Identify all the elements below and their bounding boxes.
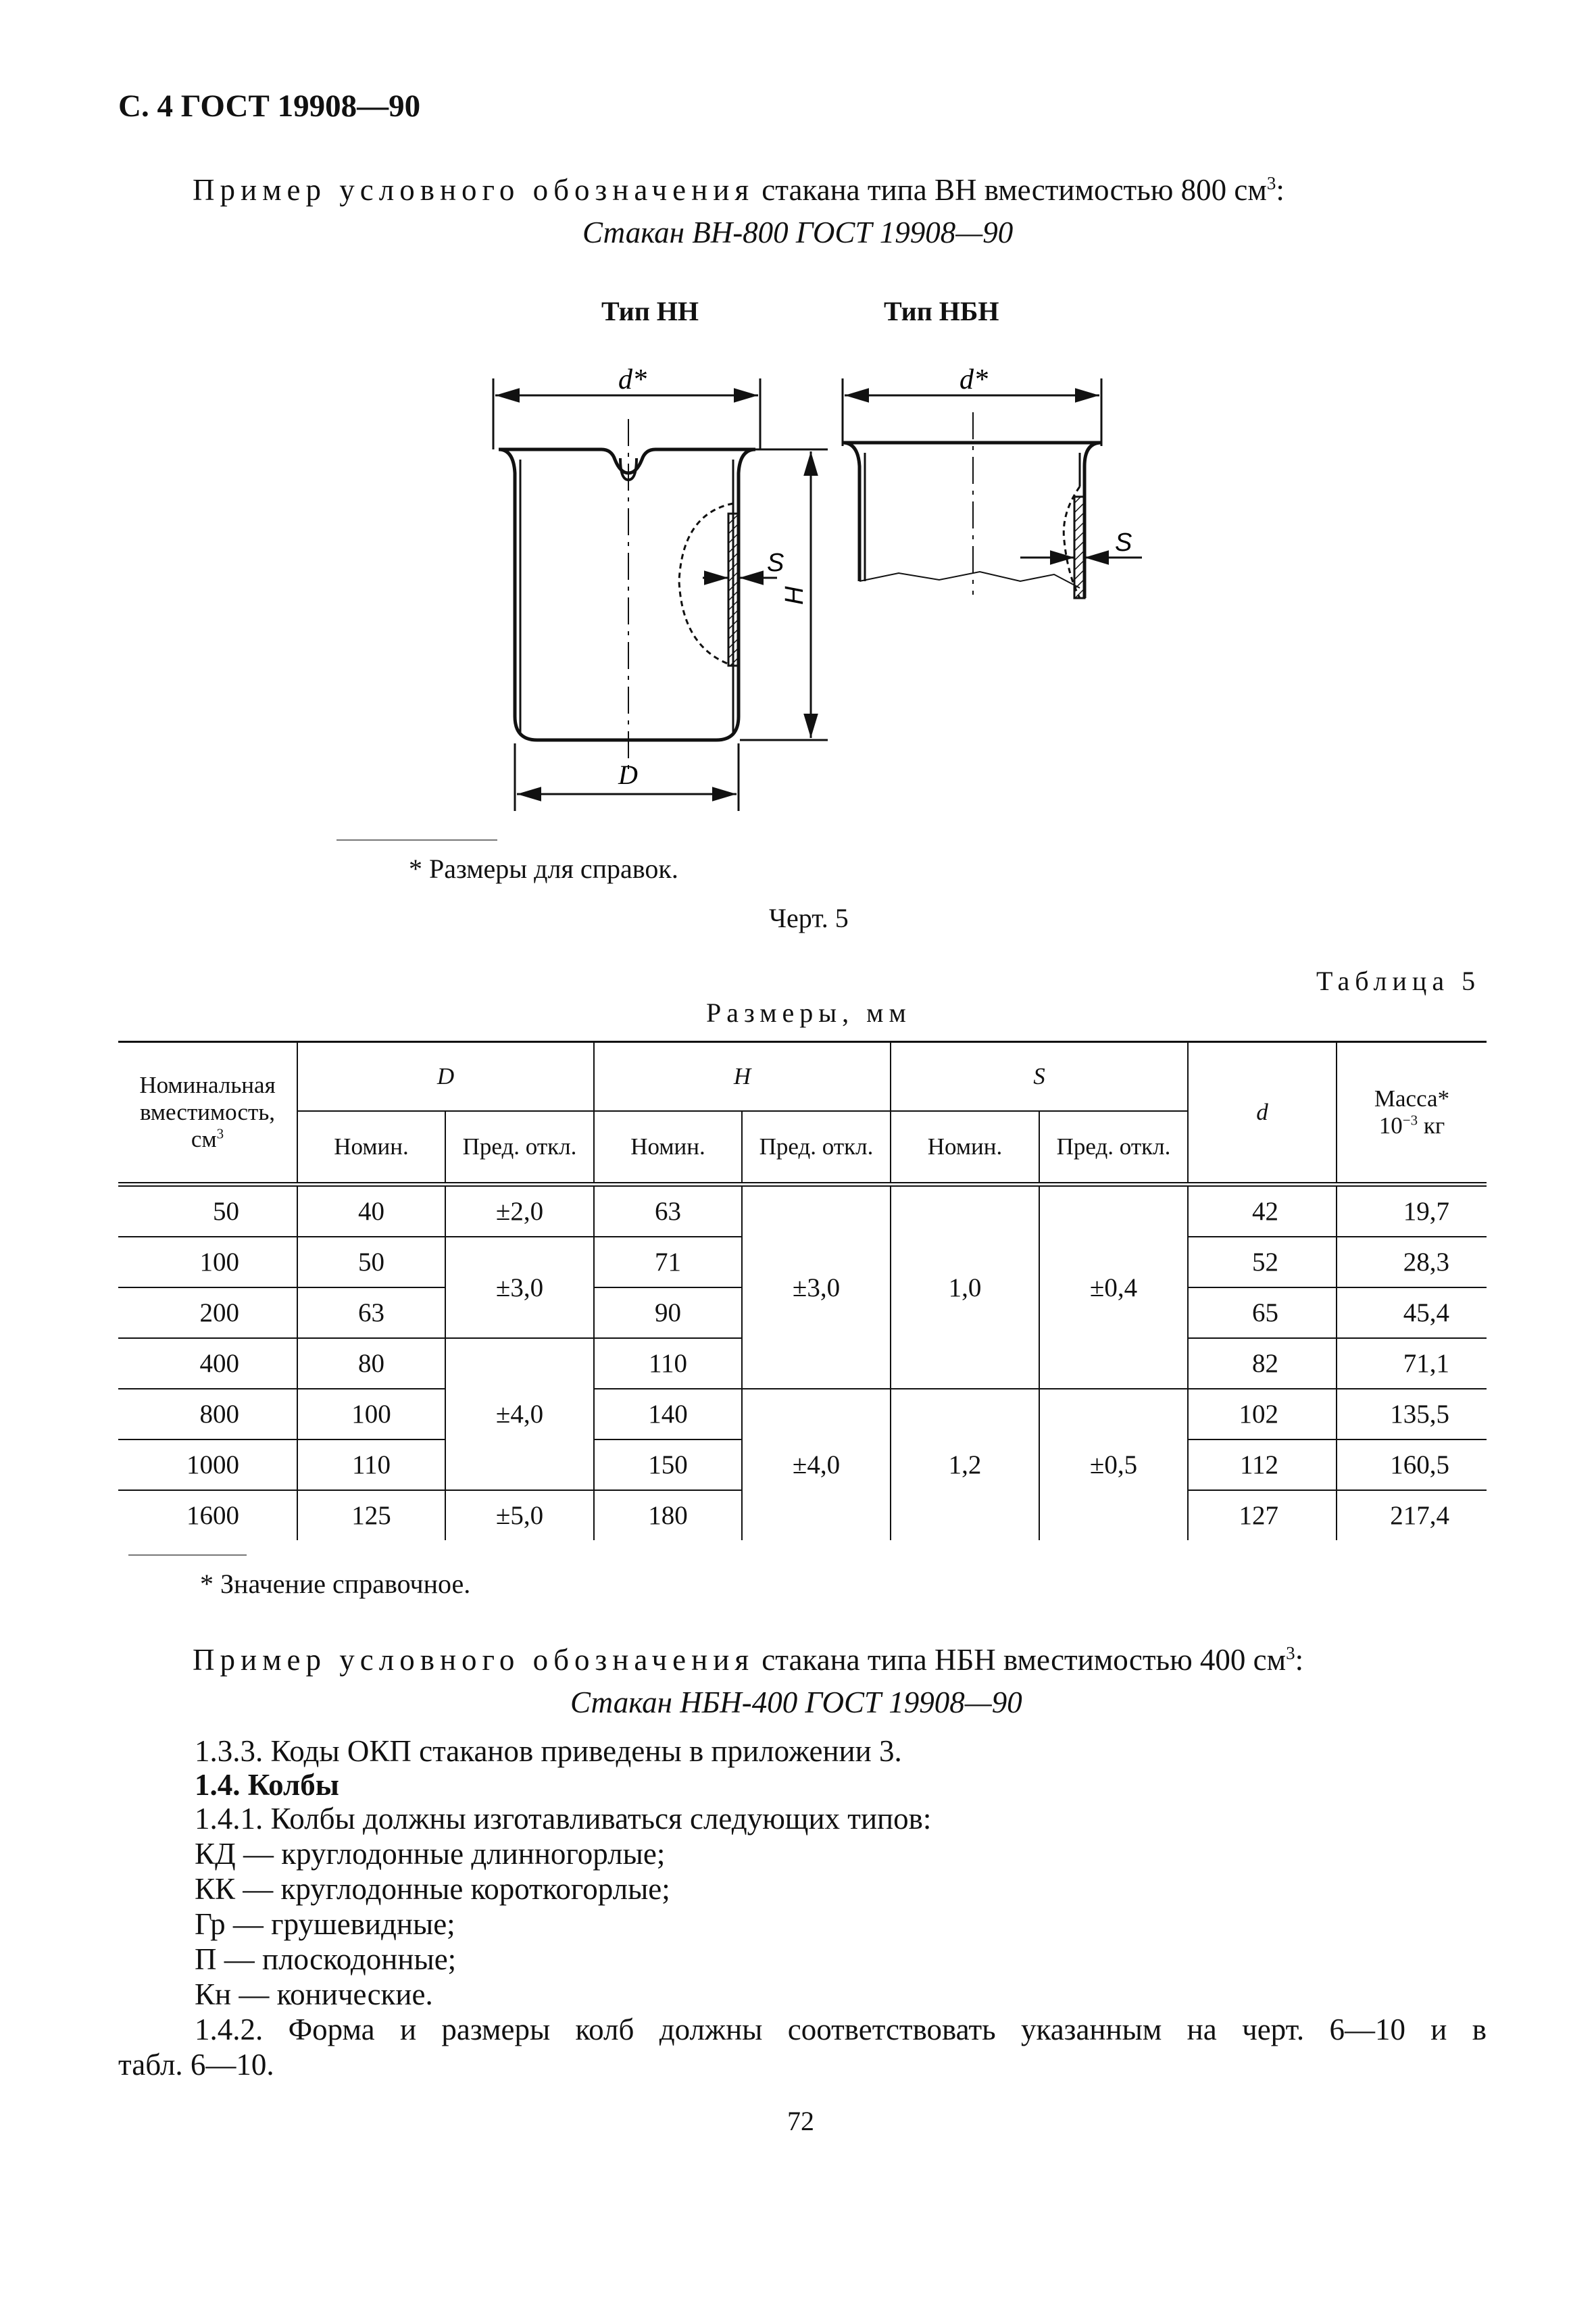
- type-label-nbn: Тип НБН: [884, 296, 999, 326]
- table-units: Размеры, мм: [706, 998, 912, 1028]
- cell-capacity: 1000: [118, 1439, 297, 1490]
- cell-d: 102: [1188, 1389, 1337, 1439]
- cell-S-nom: 1,0: [891, 1185, 1039, 1389]
- table-row: [118, 1185, 1487, 1237]
- superscript: 3: [216, 1125, 224, 1142]
- paragraph-1-3-3: 1.3.3. Коды ОКП стаканов приведены в приложении 3.: [195, 1734, 902, 1768]
- cell-d: 65: [1188, 1287, 1337, 1338]
- cell-D-tol: ±5,0: [445, 1490, 594, 1540]
- example-designation: Стакан ВН-800 ГОСТ 19908—90: [582, 216, 1014, 249]
- word: и: [399, 2013, 417, 2046]
- cell-mass: 217,4: [1337, 1490, 1487, 1540]
- cell-H: 90: [594, 1287, 742, 1338]
- paragraph-1-4-1: 1.4.1. Колбы должны изготавливаться следующих типов:: [195, 1802, 932, 1836]
- footnote-rule: [128, 1554, 247, 1556]
- header-mass-unit: кг: [1418, 1112, 1445, 1139]
- list-item: КД — круглодонные длинногорлые;: [195, 1837, 666, 1871]
- page-number: 72: [787, 2106, 814, 2136]
- table-footnote: * Значение справочное.: [200, 1569, 471, 1599]
- colon: :: [1276, 173, 1285, 207]
- word: колб: [575, 2013, 634, 2046]
- cell-H-tol: ±3,0: [742, 1185, 891, 1389]
- word: 6—10: [1329, 2013, 1405, 2046]
- cell-mass: 28,3: [1337, 1237, 1487, 1287]
- word: Форма: [288, 2013, 375, 2046]
- footnote-rule: [336, 839, 497, 841]
- header-H-nom: Номин.: [594, 1111, 742, 1185]
- list-item: Кн — конические.: [195, 1977, 433, 2011]
- cell-d: 82: [1188, 1338, 1337, 1389]
- dim-label-s-right: S: [1115, 528, 1132, 557]
- list-item: Гр — грушевидные;: [195, 1907, 455, 1941]
- example-spaced-label: Пример условного обозначения: [193, 173, 755, 207]
- cell-H-tol: ±4,0: [742, 1389, 891, 1540]
- cell-D-tol: ±3,0: [445, 1237, 594, 1338]
- superscript: 3: [1286, 1643, 1295, 1663]
- dimensions-table: [118, 1041, 1487, 1540]
- word: на: [1187, 2013, 1217, 2046]
- cell-D: 125: [297, 1490, 445, 1540]
- cell-capacity: 400: [118, 1338, 297, 1389]
- cell-mass: 135,5: [1337, 1389, 1487, 1439]
- word: указанным: [1021, 2013, 1162, 2046]
- colon: :: [1295, 1643, 1304, 1677]
- cell-mass: 160,5: [1337, 1439, 1487, 1490]
- beaker-nn-drawing: [493, 378, 828, 811]
- cell-S-nom: 1,2: [891, 1389, 1039, 1540]
- word: в: [1472, 2013, 1487, 2046]
- header-S-nom: Номин.: [891, 1111, 1039, 1185]
- cell-H: 110: [594, 1338, 742, 1389]
- header-capacity: [118, 1042, 297, 1185]
- list-item: П — плоскодонные;: [195, 1942, 457, 1976]
- word: и: [1430, 2013, 1447, 2046]
- cell-D: 80: [297, 1338, 445, 1389]
- cell-capacity: 100: [118, 1237, 297, 1287]
- cell-D: 50: [297, 1237, 445, 1287]
- cell-D: 100: [297, 1389, 445, 1439]
- cell-H: 63: [594, 1185, 742, 1237]
- header-D-nom: Номин.: [297, 1111, 445, 1185]
- dim-label-d-outer: D: [618, 760, 638, 790]
- cell-d: 112: [1188, 1439, 1337, 1490]
- header-capacity-line2: вместимость,: [139, 1099, 276, 1125]
- word: соответствовать: [787, 2013, 996, 2046]
- cell-H: 140: [594, 1389, 742, 1439]
- section-title: Колбы: [247, 1768, 339, 1802]
- dim-label-s-left: S: [767, 549, 784, 577]
- word: должны: [659, 2013, 763, 2046]
- table-row: [118, 1389, 1487, 1439]
- word: 1.4.2.: [195, 2013, 264, 2046]
- section-number: 1.4.: [195, 1768, 241, 1802]
- paragraph-1-4-2-continued: табл. 6—10.: [118, 2048, 274, 2082]
- page-header: С. 4 ГОСТ 19908—90: [118, 89, 421, 124]
- paragraph-1-4-2: [195, 2012, 1487, 2047]
- header-capacity-unit: см: [191, 1126, 217, 1152]
- superscript: 3: [1266, 173, 1276, 193]
- cell-H: 150: [594, 1439, 742, 1490]
- technical-drawing: [0, 0, 1596, 879]
- header-H-tol: Пред. откл.: [742, 1111, 891, 1185]
- cell-D: 110: [297, 1439, 445, 1490]
- cell-S-tol: ±0,5: [1039, 1389, 1188, 1540]
- cell-H: 180: [594, 1490, 742, 1540]
- cell-capacity: 200: [118, 1287, 297, 1338]
- header-S: S: [891, 1042, 1188, 1112]
- beaker-nbn-drawing: [843, 378, 1142, 598]
- cell-d: 52: [1188, 1237, 1337, 1287]
- example-designation: Стакан НБН-400 ГОСТ 19908—90: [570, 1685, 1022, 1719]
- cell-d: 42: [1188, 1185, 1337, 1237]
- cell-mass: 71,1: [1337, 1338, 1487, 1389]
- cell-capacity: 50: [118, 1185, 297, 1237]
- cell-mass: 19,7: [1337, 1185, 1487, 1237]
- word: размеры: [441, 2013, 551, 2046]
- example-designation-line: [193, 1642, 1303, 1677]
- cell-D-tol: ±4,0: [445, 1338, 594, 1490]
- dim-label-d-left: d*: [618, 364, 647, 395]
- table-label: Таблица 5: [1316, 966, 1481, 996]
- example-spaced-label: Пример условного обозначения: [193, 1643, 755, 1677]
- cell-mass: 45,4: [1337, 1287, 1487, 1338]
- drawing-footnote: * Размеры для справок.: [409, 854, 678, 884]
- header-D-tol: Пред. откл.: [445, 1111, 594, 1185]
- header-mass-line1: Масса*: [1374, 1085, 1450, 1112]
- dim-label-d-right: d*: [959, 364, 988, 395]
- example-text: стакана типа ВН вместимостью 800 см: [762, 173, 1267, 207]
- cell-D: 40: [297, 1185, 445, 1237]
- header-mass-factor: 10: [1378, 1112, 1403, 1139]
- cell-capacity: 800: [118, 1389, 297, 1439]
- dim-label-h: H: [780, 586, 809, 605]
- cell-S-tol: ±0,4: [1039, 1185, 1188, 1389]
- figure-caption: Черт. 5: [769, 903, 849, 933]
- header-H: H: [594, 1042, 891, 1112]
- list-item: КК — круглодонные короткогорлые;: [195, 1872, 670, 1906]
- cell-D: 63: [297, 1287, 445, 1338]
- header-capacity-line1: Номинальная: [139, 1072, 276, 1098]
- word: черт.: [1242, 2013, 1305, 2046]
- superscript: −3: [1402, 1112, 1418, 1129]
- section-heading-1-4: [195, 1767, 339, 1802]
- header-d: d: [1188, 1042, 1337, 1185]
- header-S-tol: Пред. откл.: [1039, 1111, 1188, 1185]
- type-label-nn: Тип НН: [601, 296, 699, 326]
- cell-D-tol: ±2,0: [445, 1185, 594, 1237]
- header-D: D: [297, 1042, 594, 1112]
- cell-d: 127: [1188, 1490, 1337, 1540]
- cell-capacity: 1600: [118, 1490, 297, 1540]
- example-text: стакана типа НБН вместимостью 400 см: [762, 1643, 1287, 1677]
- cell-H: 71: [594, 1237, 742, 1287]
- header-mass: [1337, 1042, 1487, 1185]
